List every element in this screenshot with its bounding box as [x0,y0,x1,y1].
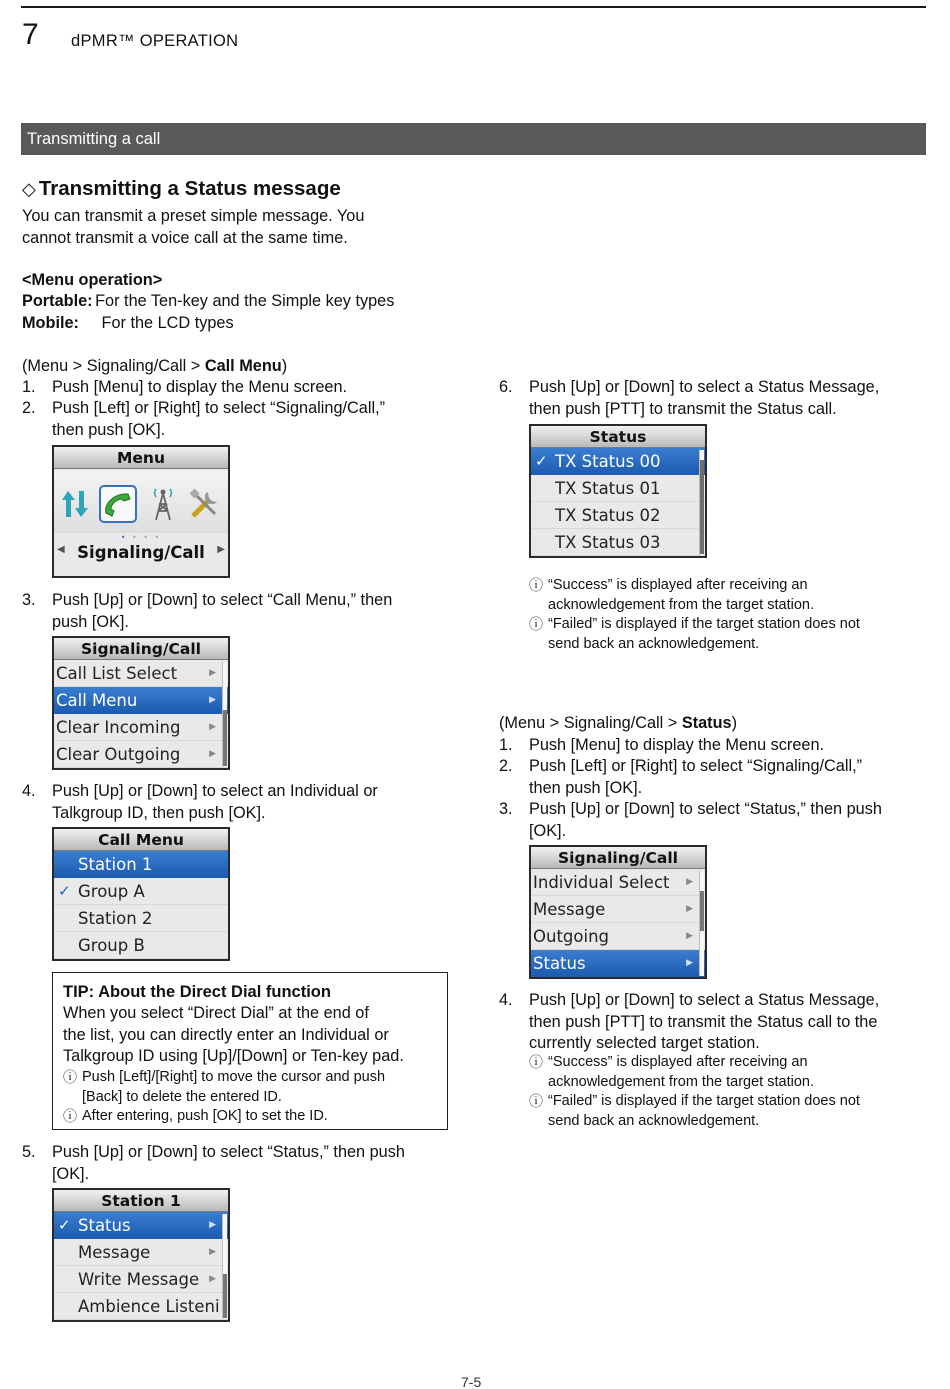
info-icon: ⓘ [529,1093,543,1109]
portable-line [22,291,394,313]
menu-item-clear-incoming[interactable]: Clear Incoming ▶ [54,714,228,741]
menu-item-write-message[interactable]: Write Message ▶ [54,1266,228,1293]
check-icon: ✓ [535,452,548,470]
menu-item-call-menu[interactable]: Call Menu ▶ [54,687,228,714]
menu-item-tx-status-00[interactable]: ✓ TX Status 00 [531,448,705,475]
submenu-arrow-icon: ▶ [686,904,693,914]
menu-icon-strip [54,471,228,533]
heading-text: Transmitting a Status message [38,177,341,200]
step-a-4: 4. Push [Up] or [Down] to select an Individual or Talkgroup ID, then push [OK]. [22,782,378,822]
submenu-arrow-icon: ▶ [686,877,693,887]
top-rule [21,6,926,8]
submenu-arrow-icon: ▶ [209,1220,216,1230]
section-bar [21,123,926,155]
step-a-2: 2. Push [Left] or [Right] to select “Signaling/Call,” then push [OK]. [22,399,386,439]
menu-item-status[interactable]: ✓ Status ▶ [54,1212,228,1239]
step-b-3: 3. Push [Up] or [Down] to select “Status,” then push [OK]. [499,800,882,840]
chapter-title: dPMR™ OPERATION [71,32,239,50]
page-indicator-dots: • • • • [120,533,162,542]
menu-item-clear-outgoing[interactable]: Clear Outgoing ▶ [54,741,228,768]
menu-item-individual-select[interactable]: Individual Select ▶ [531,869,705,896]
menu-item-message[interactable]: Message ▶ [54,1239,228,1266]
menu-item-station-1[interactable]: Station 1 [54,851,228,878]
submenu-arrow-icon: ▶ [209,749,216,759]
section-bar-title: Transmitting a call [27,130,161,148]
scrollbar[interactable] [699,450,704,555]
menu-screen [52,445,230,578]
step-a-5: 5. Push [Up] or [Down] to select “Status,” then push [OK]. [22,1143,405,1183]
chapter-number: 7 [22,18,39,51]
scrollbar[interactable] [699,871,704,976]
tip-note-2: ⓘ After entering, push [OK] to set the ID. [63,1107,443,1127]
menu-caption: Signaling/Call [77,543,205,562]
menu-operation-title: <Menu operation> [22,271,163,289]
note-success-a: ⓘ “Success” is displayed after receiving an acknowledgement from the target station. [529,577,814,613]
menu-item-call-list-select[interactable]: Call List Select ▶ [54,660,228,687]
section-heading [22,176,341,202]
menu-item-station-2[interactable]: Station 2 [54,905,228,932]
step-b-1: 1. Push [Menu] to display the Menu screen. [499,736,825,754]
submenu-arrow-icon: ▶ [209,722,216,732]
screen-title: Status [531,426,705,448]
portable-text: For the Ten-key and the Simple key types [95,292,395,310]
info-icon: ⓘ [63,1108,77,1124]
check-icon: ✓ [58,882,71,900]
info-icon: ⓘ [63,1069,77,1085]
menu-path-a: (Menu > Signaling/Call > Call Menu) [22,357,288,375]
menu-item-ambience-listening[interactable]: Ambience Listeni [54,1293,228,1320]
intro-line-2: cannot transmit a voice call at the same time. [22,229,348,247]
step-a-3: 3. Push [Up] or [Down] to select “Call Menu,” then push [OK]. [22,591,393,631]
note-success-b: ⓘ “Success” is displayed after receiving an acknowledgement from the target station. [529,1054,814,1090]
mobile-label: Mobile: [22,314,79,332]
scrollbar[interactable] [222,1214,227,1319]
signaling-call-screen-a [52,636,230,770]
menu-item-outgoing[interactable]: Outgoing ▶ [531,923,705,950]
info-icon: ⓘ [529,616,543,632]
portable-label: Portable: [22,292,93,310]
submenu-arrow-icon: ▶ [209,668,216,678]
mobile-line [22,313,234,335]
page-number: 7-5 [461,1374,482,1389]
phone-handset-icon[interactable] [99,485,137,523]
signaling-call-screen-b [529,845,707,979]
note-failed-a: ⓘ “Failed” is displayed if the target station does not send back an acknowledgement. [529,616,860,652]
updown-arrows-icon[interactable] [56,485,94,523]
screen-title: Station 1 [54,1190,228,1212]
right-arrow-icon[interactable]: ▶ [217,544,225,555]
menu-item-message[interactable]: Message ▶ [531,896,705,923]
submenu-arrow-icon: ▶ [209,695,216,705]
screen-title: Signaling/Call [531,847,705,869]
status-screen [529,424,707,558]
intro-line-1: You can transmit a preset simple message. You [22,207,365,225]
call-menu-screen [52,827,230,961]
submenu-arrow-icon: ▶ [686,958,693,968]
tip-box [52,972,448,1130]
menu-item-tx-status-03[interactable]: TX Status 03 [531,529,705,556]
tip-title: TIP: About the Direct Dial function [63,983,331,1001]
info-icon: ⓘ [529,1054,543,1070]
screen-title: Call Menu [54,829,228,851]
menu-screen-title: Menu [54,447,228,469]
menu-item-tx-status-01[interactable]: TX Status 01 [531,475,705,502]
diamond-icon: ◇ [22,179,36,199]
tools-icon[interactable] [186,485,224,523]
step-b-2: 2. Push [Left] or [Right] to select “Signaling/Call,” then push [OK]. [499,757,863,797]
submenu-arrow-icon: ▶ [209,1274,216,1284]
antenna-tower-icon[interactable] [144,485,182,523]
scrollbar[interactable] [222,662,227,767]
info-icon: ⓘ [529,577,543,593]
menu-path-b: (Menu > Signaling/Call > Status) [499,714,738,732]
submenu-arrow-icon: ▶ [209,1247,216,1257]
step-a-6: 6. Push [Up] or [Down] to select a Status Message, then push [PTT] to transmit the Status call. [499,378,880,418]
step-b-4: 4. Push [Up] or [Down] to select a Status Message, then push [PTT] to transmit the Status call to the currently selected target station. [499,991,880,1052]
tip-note-1: ⓘ Push [Left]/[Right] to move the cursor and push [Back] to delete the entered ID. [63,1069,386,1105]
menu-item-tx-status-02[interactable]: TX Status 02 [531,502,705,529]
station-1-screen [52,1188,230,1322]
step-a-1: 1. Push [Menu] to display the Menu screen. [22,378,348,396]
submenu-arrow-icon: ▶ [686,931,693,941]
left-arrow-icon[interactable]: ◀ [57,544,65,555]
note-failed-b: ⓘ “Failed” is displayed if the target station does not send back an acknowledgement. [529,1093,860,1129]
menu-item-status[interactable]: Status ▶ [531,950,705,977]
tip-body: When you select “Direct Dial” at the end of the list, you can directly enter an Individual or Talkgroup ID using [Up]/[Down] or Ten-key pad. [63,1004,404,1065]
check-icon: ✓ [58,1216,71,1234]
menu-item-group-b[interactable]: Group B [54,932,228,959]
mobile-text: For the LCD types [101,314,234,332]
menu-item-group-a[interactable]: ✓ Group A [54,878,228,905]
screen-title: Signaling/Call [54,638,228,660]
